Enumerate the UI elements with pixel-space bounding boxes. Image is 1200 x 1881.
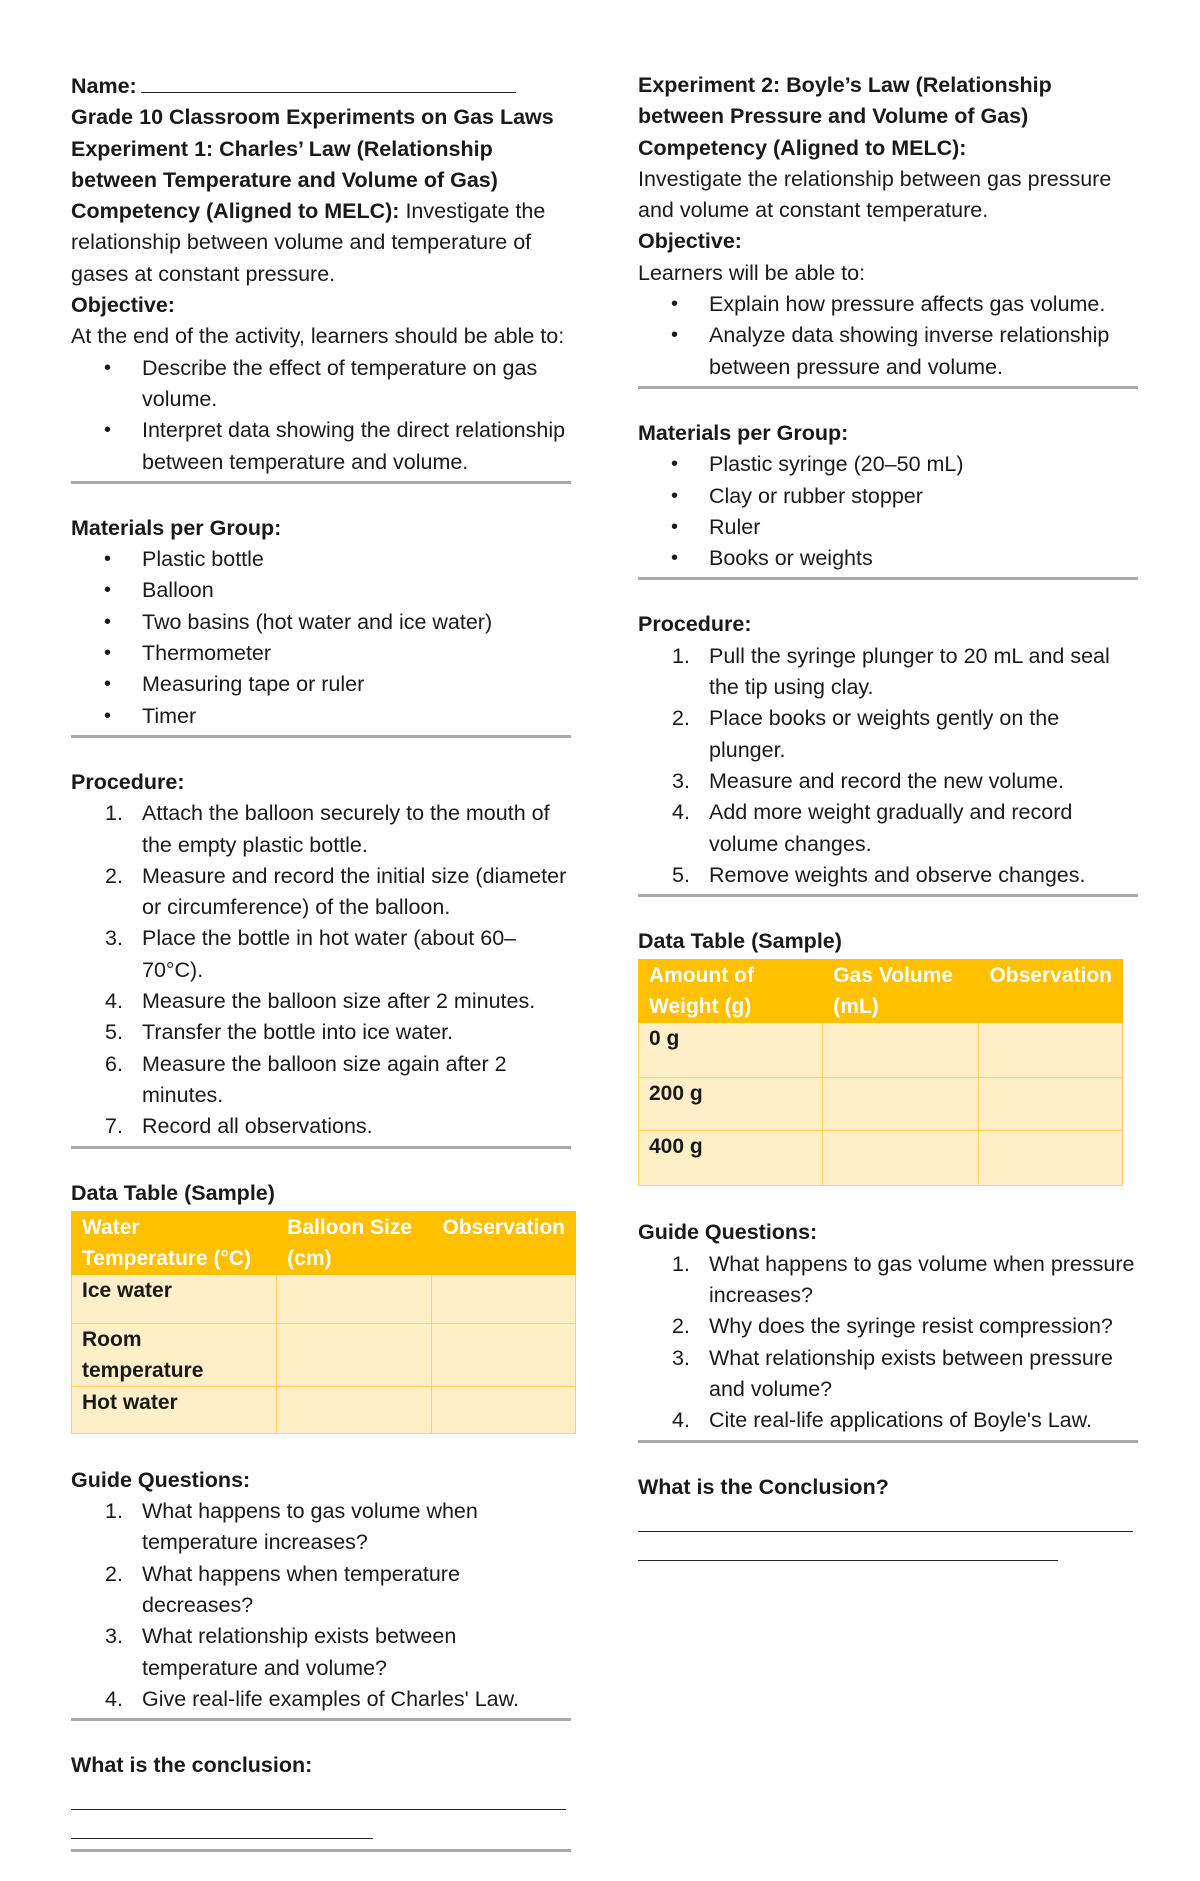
guide-questions-label: Guide Questions: (638, 1220, 818, 1245)
objective-intro: Learners will be able to: (638, 260, 866, 285)
list-item: 2. Place books or weights gently on the plunger. (672, 706, 1060, 762)
objective-label: Objective: (71, 293, 175, 318)
list-item: 2. Why does the syringe resist compression? (672, 1314, 1113, 1339)
guide-questions-list (638, 1249, 1138, 1437)
list-item: 4. Measure the balloon size after 2 minutes. (105, 989, 536, 1014)
list-item: 1. Pull the syringe plunger to 20 mL and seal the tip using clay. (672, 643, 1110, 700)
list-item: 1. What happens to gas volume when temperature increases? (105, 1499, 478, 1555)
section-divider (638, 386, 1138, 389)
spacer (71, 1434, 571, 1465)
section-divider (71, 1849, 571, 1852)
list-item: 2. What happens when temperature decreases? (105, 1561, 460, 1617)
conclusion-answer-line[interactable] (71, 1781, 566, 1810)
list-item: 4. Add more weight gradually and record volume changes. (672, 800, 1073, 856)
table-cell[interactable] (432, 1386, 576, 1433)
conclusion-label: What is the conclusion: (71, 1753, 313, 1778)
section-divider (638, 894, 1138, 897)
left-column (71, 70, 571, 1881)
right-column (638, 70, 1138, 1561)
materials-label: Materials per Group: (71, 515, 282, 540)
materials-list (638, 449, 1138, 574)
list-item: • Thermometer (71, 638, 571, 669)
table-cell[interactable] (823, 1131, 979, 1186)
experiment-1-title: Experiment 1: Charles’ Law (Relationship between Temperature and Volume of Gas) (71, 136, 498, 192)
table-row (639, 1023, 1123, 1078)
conclusion-label: What is the Conclusion? (638, 1474, 889, 1499)
data-table-label: Data Table (Sample) (71, 1180, 275, 1205)
row-label: 200 g (639, 1078, 823, 1131)
objective-intro: At the end of the activity, learners should be able to: (71, 324, 565, 349)
competency-text: Investigate the relationship between volume and temperature of gases at constant pressure. (71, 199, 546, 286)
name-field-row (71, 70, 571, 102)
list-item: • Describe the effect of temperature on gas volume. (71, 353, 571, 416)
list-item: 2. Measure and record the initial size (diameter or circumference) of the balloon. (105, 863, 567, 920)
section-divider (71, 1718, 571, 1721)
row-label: Hot water (72, 1386, 277, 1433)
list-item: 1. Attach the balloon securely to the mouth of the empty plastic bottle. (105, 801, 550, 857)
table-row (72, 1323, 576, 1386)
document-title: Grade 10 Classroom Experiments on Gas Laws (71, 105, 554, 130)
list-item: • Explain how pressure affects gas volume. (638, 289, 1138, 320)
table-cell[interactable] (432, 1274, 576, 1323)
list-item: 5. Remove weights and observe changes. (672, 862, 1086, 887)
list-item: • Measuring tape or ruler (71, 669, 571, 700)
competency-label: Competency (Aligned to MELC): (638, 135, 967, 160)
section-divider (71, 481, 571, 484)
table-header: Gas Volume (mL) (823, 960, 979, 1023)
list-item: • Plastic syringe (20–50 mL) (638, 449, 1138, 480)
table-cell[interactable] (979, 1078, 1123, 1131)
name-label: Name: (71, 74, 137, 98)
competency-text: Investigate the relationship between gas pressure and volume at constant temperature. (638, 166, 1112, 223)
table-header-row (639, 960, 1123, 1023)
section-divider (71, 735, 571, 738)
table-header: Amount of Weight (g) (639, 960, 823, 1023)
list-item: 1. What happens to gas volume when pressure increases? (672, 1251, 1135, 1308)
section-divider (638, 1440, 1138, 1443)
list-item: • Balloon (71, 575, 571, 606)
materials-label: Materials per Group: (638, 420, 849, 445)
table-header-row (72, 1211, 576, 1274)
procedure-label: Procedure: (638, 612, 752, 637)
table-cell[interactable] (277, 1323, 432, 1386)
list-item: 3. Measure and record the new volume. (672, 768, 1064, 793)
table-header: Observation (979, 960, 1123, 1023)
guide-questions-label: Guide Questions: (71, 1467, 251, 1492)
list-item: 7. Record all observations. (105, 1114, 373, 1139)
section-divider (638, 577, 1138, 580)
row-label: Ice water (72, 1274, 277, 1323)
list-item: 3. Place the bottle in hot water (about 60–70°C). (105, 926, 517, 982)
list-item: • Clay or rubber stopper (638, 481, 1138, 512)
table-cell[interactable] (979, 1023, 1123, 1078)
table-header: Balloon Size (cm) (277, 1211, 432, 1274)
section-divider (71, 1146, 571, 1149)
conclusion-answer-line[interactable] (638, 1532, 1058, 1561)
table-row (639, 1131, 1123, 1186)
table-header: Water Temperature (°C) (72, 1211, 277, 1274)
list-item: • Ruler (638, 512, 1138, 543)
table-cell[interactable] (823, 1078, 979, 1131)
conclusion-answer-line[interactable] (638, 1503, 1133, 1532)
experiment-2-title: Experiment 2: Boyle’s Law (Relationship between Pressure and Volume of Gas) (638, 73, 1052, 129)
table-cell[interactable] (979, 1131, 1123, 1186)
data-table (638, 959, 1123, 1186)
list-item: • Two basins (hot water and ice water) (71, 607, 571, 638)
guide-questions-list (71, 1496, 571, 1715)
procedure-list (638, 641, 1138, 891)
table-cell[interactable] (277, 1386, 432, 1433)
table-row (72, 1386, 576, 1433)
competency-label: Competency (Aligned to MELC): (71, 199, 400, 224)
list-item: 4. Cite real-life applications of Boyle's Law. (672, 1408, 1092, 1433)
spacer (638, 1186, 1138, 1217)
table-row (639, 1078, 1123, 1131)
row-label: 0 g (639, 1023, 823, 1078)
table-cell[interactable] (823, 1023, 979, 1078)
list-item: • Timer (71, 701, 571, 732)
conclusion-answer-line[interactable] (71, 1810, 373, 1839)
objective-list (638, 289, 1138, 383)
procedure-list (71, 798, 571, 1142)
list-item: • Analyze data showing inverse relationship between pressure and volume. (638, 320, 1138, 383)
list-item: • Interpret data showing the direct relationship between temperature and volume. (71, 415, 571, 478)
list-item: 4. Give real-life examples of Charles' Law. (105, 1686, 519, 1711)
list-item: • Plastic bottle (71, 544, 571, 575)
competency-1 (71, 196, 571, 290)
row-label: Room temperature (72, 1323, 277, 1386)
objective-list (71, 353, 571, 478)
data-table (71, 1211, 576, 1434)
list-item: • Books or weights (638, 543, 1138, 574)
objective-label: Objective: (638, 229, 742, 254)
table-cell[interactable] (277, 1274, 432, 1323)
data-table-label: Data Table (Sample) (638, 929, 842, 954)
list-item: 3. What relationship exists between temperature and volume? (105, 1624, 457, 1680)
list-item: 5. Transfer the bottle into ice water. (105, 1020, 454, 1045)
table-header: Observation (432, 1211, 576, 1274)
procedure-label: Procedure: (71, 769, 185, 794)
name-input-line[interactable] (141, 70, 516, 93)
table-row (72, 1274, 576, 1323)
materials-list (71, 544, 571, 732)
table-cell[interactable] (432, 1323, 576, 1386)
list-item: 3. What relationship exists between pressure and volume? (672, 1345, 1113, 1401)
list-item: 6. Measure the balloon size again after 2 minutes. (105, 1051, 507, 1107)
row-label: 400 g (639, 1131, 823, 1186)
